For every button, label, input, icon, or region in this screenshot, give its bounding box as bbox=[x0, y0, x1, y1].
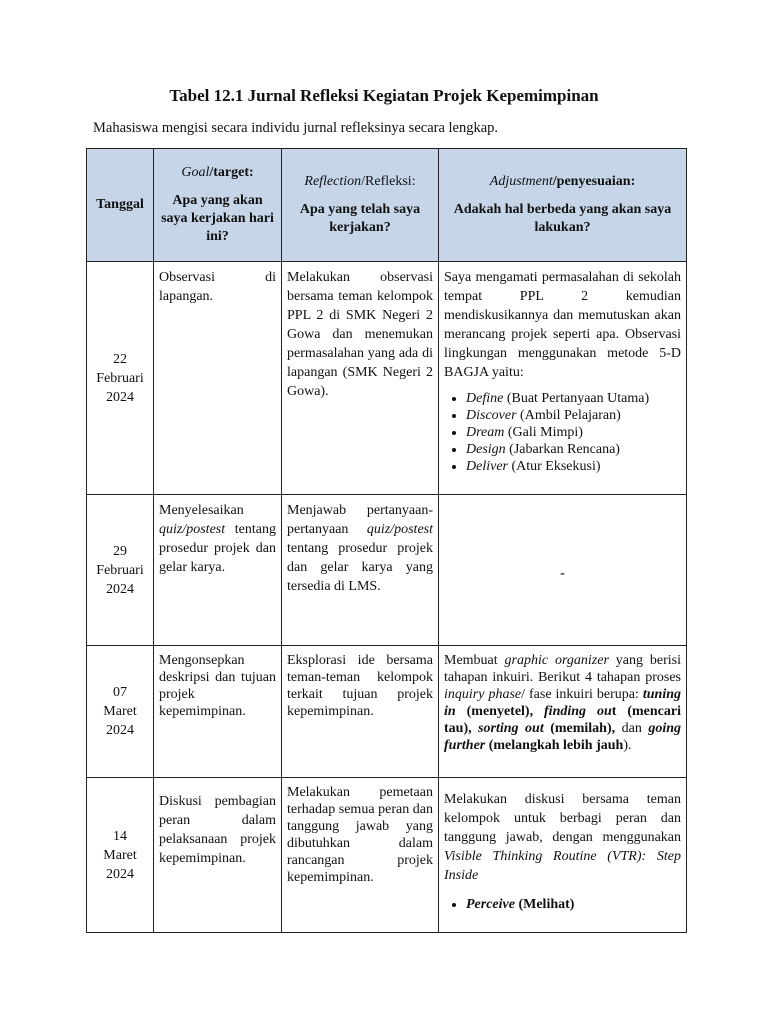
reflection-cell: Melakukan observasi bersama teman kelompok PPL 2 di SMK Negeri 2 Gowa dan menemukan permasalahan yang ada di lapangan (SMK Negeri 2 Gowa). bbox=[282, 262, 439, 495]
date-cell: 07 Maret 2024 bbox=[87, 646, 154, 778]
reflection-cell: Melakukan pemetaan terhadap semua peran dan tanggung jawab yang dibutuhkan dalam rancangan projek kepemimpinan. bbox=[282, 778, 439, 933]
date-cell: 29 Februari 2024 bbox=[87, 495, 154, 646]
header-date: Tanggal bbox=[87, 149, 154, 262]
document-title: Tabel 12.1 Jurnal Refleksi Kegiatan Projek Kepemimpinan bbox=[169, 86, 599, 105]
adjustment-text: Melakukan diskusi bersama teman kelompok untuk berbagi peran dan tanggung jawab, dengan menggunakan Visible Thinking Routine (VTR): Step Inside bbox=[444, 792, 681, 883]
goal-cell: Menyelesaikan quiz/postest tentang prosedur projek dan gelar karya. bbox=[154, 495, 282, 646]
adjustment-text: Saya mengamati permasalahan di sekolah tempat PPL 2 kemudian mendiskusikannya dan memutuskan akan merancang projek seperti apa. Observasi lingkungan menggunakan metode 5-D BAGJA yaitu: bbox=[444, 270, 681, 380]
goal-cell: Diskusi pembagian peran dalam pelaksanaan projek kepemimpinan. bbox=[154, 778, 282, 933]
adjustment-cell bbox=[439, 778, 687, 933]
adjustment-cell bbox=[439, 262, 687, 495]
bagja-list bbox=[444, 390, 681, 475]
table-row bbox=[87, 495, 687, 646]
date-cell: 14 Maret 2024 bbox=[87, 778, 154, 933]
header-reflection: Reflection/Refleksi: Apa yang telah saya kerjakan? bbox=[282, 149, 439, 262]
table-row bbox=[87, 778, 687, 933]
intro-text: Mahasiswa mengisi secara individu jurnal refleksinya secara lengkap. bbox=[93, 120, 499, 136]
table-row bbox=[87, 262, 687, 495]
list-item: • Perceive (Melihat) bbox=[466, 895, 681, 914]
vtr-list bbox=[444, 895, 681, 914]
goal-cell: Mengonsepkan deskripsi dan tujuan projek kepemimpinan. bbox=[154, 646, 282, 778]
list-item: • Deliver (Atur Eksekusi) bbox=[466, 458, 681, 475]
list-item: • Dream (Gali Mimpi) bbox=[466, 424, 681, 441]
reflection-journal-table bbox=[86, 148, 687, 933]
list-item: • Design (Jabarkan Rencana) bbox=[466, 441, 681, 458]
adjustment-cell: - bbox=[439, 495, 687, 646]
reflection-cell: Menjawab pertanyaan-pertanyaan quiz/postest tentang prosedur projek dan gelar karya yang tersedia di LMS. bbox=[282, 495, 439, 646]
reflection-cell: Eksplorasi ide bersama teman-teman kelompok terkait tujuan projek kepemimpinan. bbox=[282, 646, 439, 778]
table-row bbox=[87, 646, 687, 778]
table-header-row bbox=[87, 149, 687, 262]
list-item: • Discover (Ambil Pelajaran) bbox=[466, 407, 681, 424]
header-goal: Goal/target: Apa yang akan saya kerjakan hari ini? bbox=[154, 149, 282, 262]
header-adjustment: Adjustment/penyesuaian: Adakah hal berbeda yang akan saya lakukan? bbox=[439, 149, 687, 262]
date-cell: 22 Februari 2024 bbox=[87, 262, 154, 495]
list-item: • Define (Buat Pertanyaan Utama) bbox=[466, 390, 681, 407]
adjustment-cell: Membuat graphic organizer yang berisi tahapan inkuiri. Berikut 4 tahapan proses inquiry phase/ fase inkuiri berupa: tuning in (menyetel), finding out (mencari tau), sorting out (memilah), dan going further (melangkah lebih jauh). bbox=[439, 646, 687, 778]
goal-cell: Observasi di lapangan. bbox=[154, 262, 282, 495]
